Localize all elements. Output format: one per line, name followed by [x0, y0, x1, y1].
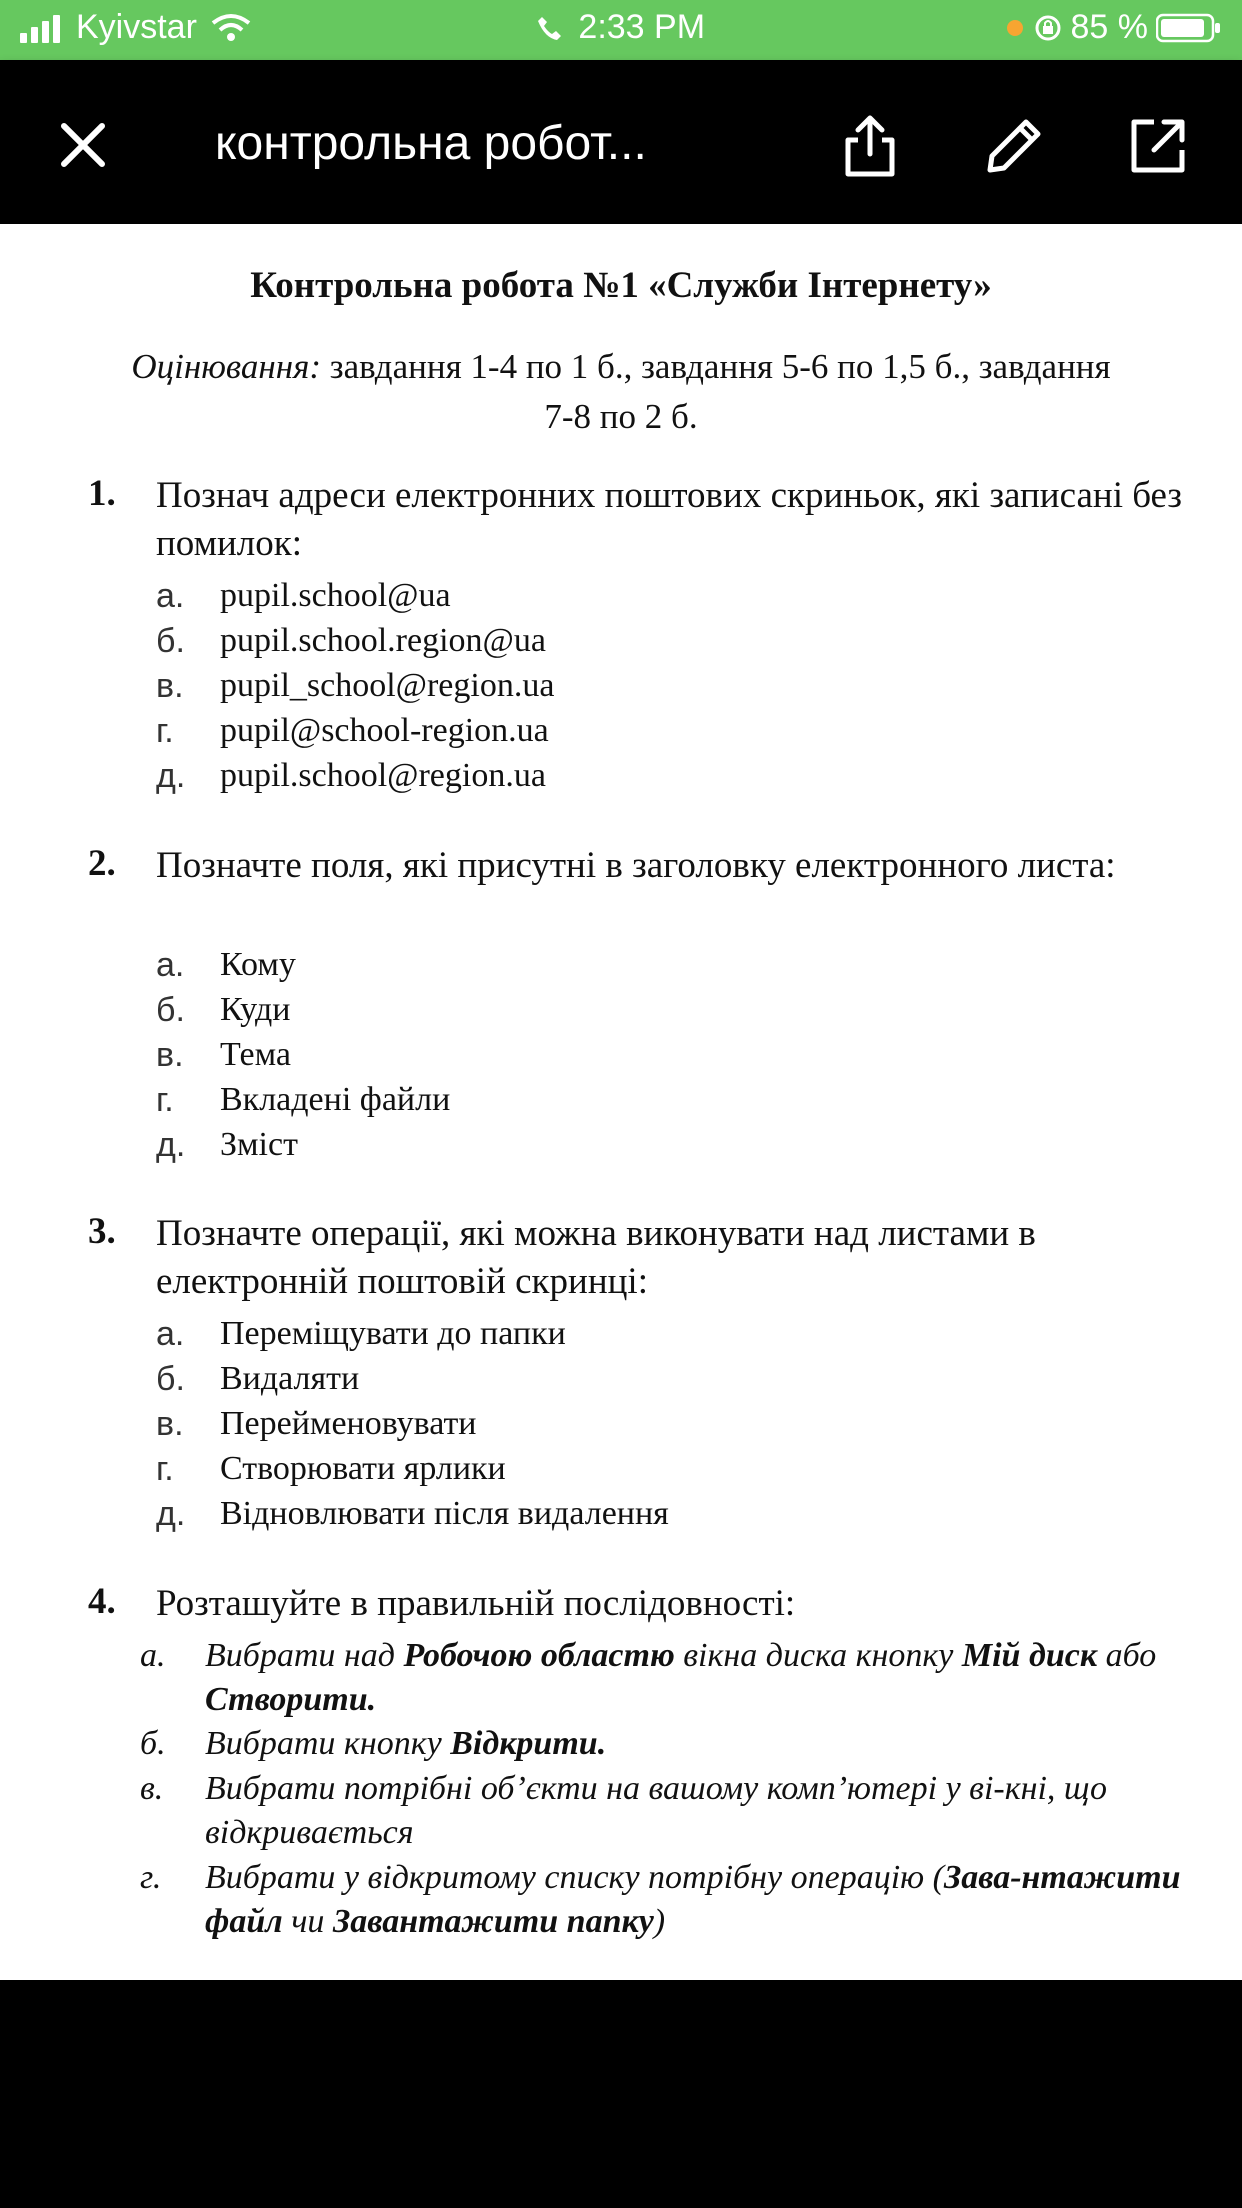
option-letter: б. [140, 1725, 166, 1762]
option-letter: в. [156, 667, 184, 705]
option-text: pupil.school@ua [220, 577, 451, 614]
option-text: Перейменовувати [220, 1405, 477, 1442]
option-text: Вибрати потрібні об’єкти на вашому комп’ютері у ві-кні, що відкривається [205, 1770, 1108, 1851]
option-letter: г. [156, 1450, 174, 1488]
option-letter: г. [156, 712, 174, 750]
empty-viewer-area [0, 1980, 1242, 2208]
edit-icon[interactable] [980, 112, 1048, 180]
option-text: Зміст [220, 1126, 298, 1163]
option-text: pupil.school@region.ua [220, 757, 546, 794]
question-number: 3. [88, 1211, 116, 1252]
question-text: Позначте операції, які можна виконувати над листами в електронній поштовій скринці: [156, 1213, 1036, 1302]
option-text: Вибрати кнопку Відкрити. [205, 1725, 607, 1762]
option-letter: а. [156, 577, 185, 615]
option-letter: г. [140, 1859, 162, 1896]
grading-label: Оцінювання: [131, 347, 321, 386]
share-icon[interactable] [836, 112, 904, 180]
option-letter: б. [156, 1360, 185, 1398]
option-letter: в. [156, 1036, 184, 1074]
option-text: Кому [220, 946, 296, 983]
grading-line-2: 7-8 по 2 б. [544, 397, 698, 436]
option-letter: а. [156, 946, 185, 984]
option-text: Вибрати над Робочою областю вікна диска кнопку Мій диск або Створити. [205, 1637, 1157, 1718]
option-letter: в. [140, 1770, 164, 1807]
option-letter: а. [140, 1637, 166, 1674]
status-time: 2:33 PM [578, 8, 706, 46]
question-text: Розташуйте в правильній послідовності: [156, 1583, 796, 1624]
option-letter: д. [156, 1126, 186, 1164]
status-bar [0, 0, 1242, 60]
option-text: Створювати ярлики [220, 1450, 506, 1487]
option-text: pupil_school@region.ua [220, 667, 555, 704]
grading-info [40, 342, 1202, 442]
option-text: pupil@school-region.ua [220, 712, 549, 749]
rotation-lock-icon [1033, 13, 1063, 43]
option-letter: а. [156, 1315, 185, 1353]
document-title: контрольна робот... [215, 117, 647, 170]
option-text: Вкладені файли [220, 1081, 451, 1118]
question-text: Познач адреси електронних поштових скриньок, які записані без помилок: [156, 475, 1183, 564]
option-letter: б. [156, 622, 185, 660]
doc-heading: Контрольна робота №1 «Служби Інтернету» [250, 265, 992, 306]
recording-dot-icon [1007, 20, 1023, 36]
option-text: Куди [220, 991, 291, 1028]
option-text: Тема [220, 1036, 291, 1073]
document-page [0, 224, 1242, 1980]
question-number: 2. [88, 843, 116, 884]
battery-label: 85 % [1070, 8, 1148, 46]
option-text: Вибрати у відкритому списку потрібну операцію (Зава-нтажити файл чи Завантажити папку) [205, 1859, 1181, 1940]
question-number: 1. [88, 473, 116, 514]
option-text: Відновлювати після видалення [220, 1495, 669, 1532]
option-letter: д. [156, 757, 186, 795]
option-text: Видаляти [220, 1360, 360, 1397]
question-number: 4. [88, 1581, 116, 1622]
option-text: Переміщувати до папки [220, 1315, 566, 1352]
close-icon[interactable] [50, 112, 116, 178]
grading-line-1: завдання 1-4 по 1 б., завдання 5-6 по 1,5 б., завдання [321, 347, 1111, 386]
viewer-toolbar [0, 60, 1242, 224]
battery-icon [1156, 13, 1222, 43]
carrier-label: Kyivstar [76, 8, 197, 46]
option-text: pupil.school.region@ua [220, 622, 546, 659]
question-text: Позначте поля, які присутні в заголовку електронного листа: [156, 845, 1116, 886]
call-icon [537, 15, 563, 41]
open-external-icon[interactable] [1124, 112, 1192, 180]
option-letter: г. [156, 1081, 174, 1119]
option-letter: в. [156, 1405, 184, 1443]
option-letter: б. [156, 991, 185, 1029]
option-letter: д. [156, 1495, 186, 1533]
